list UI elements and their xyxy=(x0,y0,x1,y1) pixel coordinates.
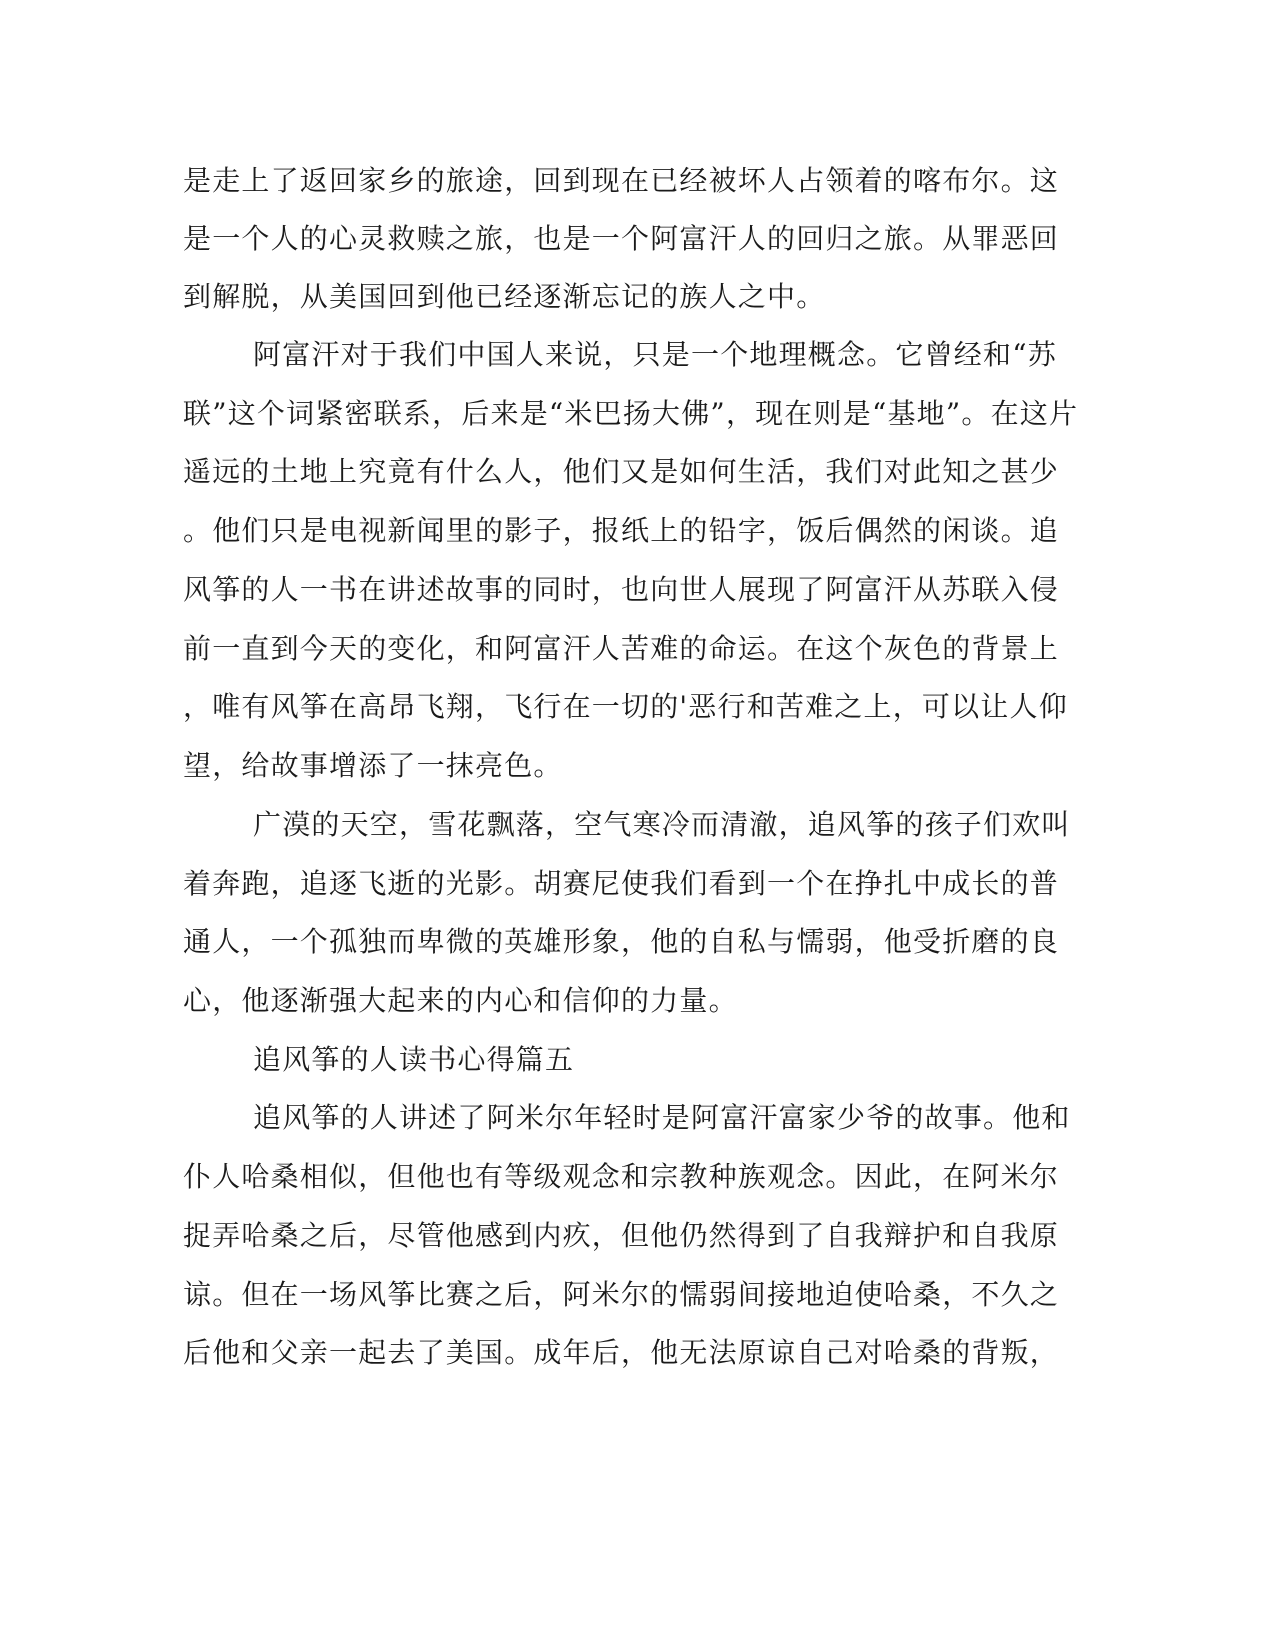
text-line: 着奔跑，追逐飞逝的光影。胡赛尼使我们看到一个在挣扎中成长的普 xyxy=(183,867,1060,900)
paragraph-first-line: 追风筝的人讲述了阿米尔年轻时是阿富汗富家少爷的故事。他和 xyxy=(253,1101,1071,1134)
text-line: 是走上了返回家乡的旅途，回到现在已经被坏人占领着的喀布尔。这 xyxy=(183,164,1060,197)
text-line: 风筝的人一书在讲述故事的同时，也向世人展现了阿富汗从苏联入侵 xyxy=(183,573,1060,606)
text-line: 。他们只是电视新闻里的影子，报纸上的铅字，饭后偶然的闲谈。追 xyxy=(183,514,1060,547)
text-line: 通人，一个孤独而卑微的英雄形象，他的自私与懦弱，他受折磨的良 xyxy=(183,925,1060,958)
text-line: 前一直到今天的变化，和阿富汗人苦难的命运。在这个灰色的背景上 xyxy=(183,632,1060,665)
text-line: 后他和父亲一起去了美国。成年后，他无法原谅自己对哈桑的背叛， xyxy=(183,1336,1060,1369)
text-line: 到解脱，从美国回到他已经逐渐忘记的族人之中。 xyxy=(183,280,826,313)
section-heading: 追风筝的人读书心得篇五 xyxy=(253,1043,575,1076)
text-line: 谅。但在一场风筝比赛之后，阿米尔的懦弱间接地迫使哈桑，不久之 xyxy=(183,1278,1060,1311)
paragraph-first-line: 阿富汗对于我们中国人来说，只是一个地理概念。它曾经和“苏 xyxy=(253,338,1057,371)
text-line: 心，他逐渐强大起来的内心和信仰的力量。 xyxy=(183,984,738,1017)
paragraph-first-line: 广漠的天空，雪花飘落，空气寒冷而清澈，追风筝的孩子们欢叫 xyxy=(253,808,1071,841)
text-line: 遥远的土地上究竟有什么人，他们又是如何生活，我们对此知之甚少 xyxy=(183,455,1060,488)
text-line: 是一个人的心灵救赎之旅，也是一个阿富汗人的回归之旅。从罪恶回 xyxy=(183,222,1060,255)
text-line: 仆人哈桑相似，但他也有等级观念和宗教种族观念。因此，在阿米尔 xyxy=(183,1160,1060,1193)
text-line: ，唯有风筝在高昂飞翔，飞行在一切的'恶行和苦难之上，可以让人仰 xyxy=(183,690,1068,723)
text-line: 捉弄哈桑之后，尽管他感到内疚，但他仍然得到了自我辩护和自我原 xyxy=(183,1219,1060,1252)
text-line: 联”这个词紧密联系，后来是“米巴扬大佛”，现在则是“基地”。在这片 xyxy=(183,397,1079,430)
text-line: 望，给故事增添了一抹亮色。 xyxy=(183,749,563,782)
